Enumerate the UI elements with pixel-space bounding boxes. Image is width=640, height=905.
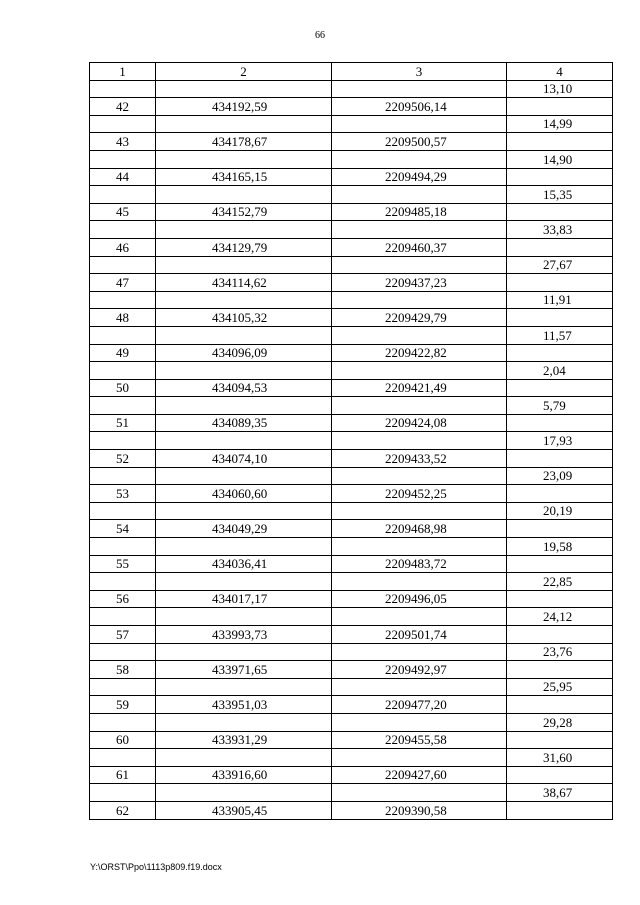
empty-cell [332, 115, 507, 133]
distance-row [90, 326, 613, 344]
x-coordinate-cell: 434074,10 [156, 450, 332, 468]
empty-cell [90, 502, 156, 520]
x-coordinate-cell: 434129,79 [156, 238, 332, 256]
empty-cell [90, 713, 156, 731]
distance-cell: 14,99 [507, 115, 613, 133]
distance-cell: 27,67 [507, 256, 613, 274]
distance-row [90, 150, 613, 168]
distance-cell: 14,90 [507, 150, 613, 168]
empty-cell [332, 186, 507, 204]
empty-cell [507, 661, 613, 679]
table-row [90, 238, 613, 256]
empty-cell [332, 678, 507, 696]
y-coordinate-cell: 2209421,49 [332, 379, 507, 397]
y-coordinate-cell: 2209424,08 [332, 414, 507, 432]
x-coordinate-cell: 434017,17 [156, 590, 332, 608]
point-number-cell: 57 [90, 626, 156, 644]
x-coordinate-cell: 434089,35 [156, 414, 332, 432]
point-number-cell: 55 [90, 555, 156, 573]
empty-cell [332, 643, 507, 661]
point-number-cell: 61 [90, 766, 156, 784]
x-coordinate-cell: 434096,09 [156, 344, 332, 362]
empty-cell [90, 643, 156, 661]
point-number-cell: 59 [90, 696, 156, 714]
empty-cell [507, 626, 613, 644]
x-coordinate-cell: 434152,79 [156, 203, 332, 221]
point-number-cell: 52 [90, 450, 156, 468]
empty-cell [507, 485, 613, 503]
y-coordinate-cell: 2209437,23 [332, 274, 507, 292]
y-coordinate-cell: 2209429,79 [332, 309, 507, 327]
empty-cell [156, 713, 332, 731]
y-coordinate-cell: 2209477,20 [332, 696, 507, 714]
x-coordinate-cell: 434114,62 [156, 274, 332, 292]
point-number-cell: 45 [90, 203, 156, 221]
y-coordinate-cell: 2209452,25 [332, 485, 507, 503]
empty-cell [332, 291, 507, 309]
empty-cell [156, 502, 332, 520]
distance-cell: 29,28 [507, 713, 613, 731]
distance-cell: 25,95 [507, 678, 613, 696]
distance-cell: 33,83 [507, 221, 613, 239]
y-coordinate-cell: 2209455,58 [332, 731, 507, 749]
column-header-4: 4 [507, 63, 613, 81]
point-number-cell: 47 [90, 274, 156, 292]
distance-row [90, 362, 613, 380]
empty-cell [90, 115, 156, 133]
y-coordinate-cell: 2209483,72 [332, 555, 507, 573]
empty-cell [90, 150, 156, 168]
column-header-1: 1 [90, 63, 156, 81]
x-coordinate-cell: 433931,29 [156, 731, 332, 749]
distance-row [90, 432, 613, 450]
distance-cell: 31,60 [507, 749, 613, 767]
distance-row [90, 538, 613, 556]
empty-cell [332, 221, 507, 239]
empty-cell [507, 274, 613, 292]
y-coordinate-cell: 2209427,60 [332, 766, 507, 784]
empty-cell [507, 203, 613, 221]
table-row [90, 414, 613, 432]
distance-row [90, 643, 613, 661]
empty-cell [156, 221, 332, 239]
empty-cell [156, 186, 332, 204]
y-coordinate-cell: 2209492,97 [332, 661, 507, 679]
empty-cell [90, 784, 156, 802]
column-header-3: 3 [332, 63, 507, 81]
table-row [90, 133, 613, 151]
empty-cell [156, 538, 332, 556]
table-row [90, 520, 613, 538]
empty-cell [507, 590, 613, 608]
empty-cell [332, 467, 507, 485]
point-number-cell: 42 [90, 98, 156, 116]
empty-cell [332, 784, 507, 802]
table-row [90, 168, 613, 186]
empty-cell [90, 291, 156, 309]
empty-cell [332, 326, 507, 344]
distance-row [90, 573, 613, 591]
empty-cell [156, 256, 332, 274]
distance-row [90, 80, 613, 98]
table-row [90, 379, 613, 397]
empty-cell [156, 643, 332, 661]
empty-cell [90, 186, 156, 204]
empty-cell [90, 432, 156, 450]
distance-row [90, 678, 613, 696]
distance-row [90, 221, 613, 239]
distance-row [90, 186, 613, 204]
empty-cell [90, 573, 156, 591]
empty-cell [90, 397, 156, 415]
empty-cell [156, 749, 332, 767]
x-coordinate-cell: 434192,59 [156, 98, 332, 116]
point-number-cell: 48 [90, 309, 156, 327]
empty-cell [90, 326, 156, 344]
table-row [90, 309, 613, 327]
point-number-cell: 54 [90, 520, 156, 538]
empty-cell [507, 379, 613, 397]
distance-cell: 38,67 [507, 784, 613, 802]
empty-cell [332, 749, 507, 767]
empty-cell [332, 150, 507, 168]
distance-cell: 2,04 [507, 362, 613, 380]
empty-cell [156, 362, 332, 380]
empty-cell [156, 397, 332, 415]
table-row [90, 590, 613, 608]
distance-cell: 24,12 [507, 608, 613, 626]
empty-cell [90, 362, 156, 380]
table-row [90, 801, 613, 819]
distance-cell: 20,19 [507, 502, 613, 520]
empty-cell [156, 291, 332, 309]
empty-cell [156, 80, 332, 98]
distance-row [90, 784, 613, 802]
empty-cell [156, 115, 332, 133]
empty-cell [332, 397, 507, 415]
empty-cell [507, 731, 613, 749]
x-coordinate-cell: 434060,60 [156, 485, 332, 503]
page-number: 66 [315, 30, 325, 41]
empty-cell [507, 238, 613, 256]
table-row [90, 485, 613, 503]
empty-cell [507, 168, 613, 186]
empty-cell [507, 801, 613, 819]
x-coordinate-cell: 433951,03 [156, 696, 332, 714]
y-coordinate-cell: 2209494,29 [332, 168, 507, 186]
point-number-cell: 44 [90, 168, 156, 186]
distance-row [90, 397, 613, 415]
distance-cell: 23,76 [507, 643, 613, 661]
empty-cell [156, 150, 332, 168]
point-number-cell: 46 [90, 238, 156, 256]
empty-cell [507, 450, 613, 468]
empty-cell [156, 678, 332, 696]
empty-cell [507, 766, 613, 784]
distance-cell: 19,58 [507, 538, 613, 556]
empty-cell [507, 414, 613, 432]
distance-row [90, 115, 613, 133]
empty-cell [156, 608, 332, 626]
y-coordinate-cell: 2209501,74 [332, 626, 507, 644]
distance-cell: 22,85 [507, 573, 613, 591]
table-row [90, 98, 613, 116]
table-row [90, 626, 613, 644]
distance-row [90, 502, 613, 520]
empty-cell [90, 608, 156, 626]
y-coordinate-cell: 2209468,98 [332, 520, 507, 538]
empty-cell [90, 80, 156, 98]
x-coordinate-cell: 434105,32 [156, 309, 332, 327]
empty-cell [90, 749, 156, 767]
empty-cell [90, 256, 156, 274]
empty-cell [156, 784, 332, 802]
empty-cell [332, 256, 507, 274]
point-number-cell: 43 [90, 133, 156, 151]
y-coordinate-cell: 2209506,14 [332, 98, 507, 116]
point-number-cell: 56 [90, 590, 156, 608]
empty-cell [156, 467, 332, 485]
distance-cell: 13,10 [507, 80, 613, 98]
point-number-cell: 50 [90, 379, 156, 397]
x-coordinate-cell: 433993,73 [156, 626, 332, 644]
x-coordinate-cell: 434094,53 [156, 379, 332, 397]
distance-cell: 11,91 [507, 291, 613, 309]
y-coordinate-cell: 2209460,37 [332, 238, 507, 256]
empty-cell [90, 538, 156, 556]
x-coordinate-cell: 434049,29 [156, 520, 332, 538]
y-coordinate-cell: 2209500,57 [332, 133, 507, 151]
distance-cell: 17,93 [507, 432, 613, 450]
distance-row [90, 291, 613, 309]
point-number-cell: 58 [90, 661, 156, 679]
empty-cell [507, 309, 613, 327]
empty-cell [332, 80, 507, 98]
empty-cell [332, 608, 507, 626]
empty-cell [507, 520, 613, 538]
table-header-row [90, 63, 613, 81]
empty-cell [507, 344, 613, 362]
point-number-cell: 51 [90, 414, 156, 432]
empty-cell [507, 98, 613, 116]
point-number-cell: 53 [90, 485, 156, 503]
empty-cell [90, 678, 156, 696]
column-header-2: 2 [156, 63, 332, 81]
distance-cell: 11,57 [507, 326, 613, 344]
distance-row [90, 749, 613, 767]
table-row [90, 731, 613, 749]
table-row [90, 274, 613, 292]
empty-cell [332, 713, 507, 731]
table-row [90, 766, 613, 784]
distance-cell: 23,09 [507, 467, 613, 485]
empty-cell [507, 696, 613, 714]
coordinates-table-body [90, 63, 613, 820]
point-number-cell: 62 [90, 801, 156, 819]
y-coordinate-cell: 2209485,18 [332, 203, 507, 221]
point-number-cell: 60 [90, 731, 156, 749]
empty-cell [90, 221, 156, 239]
x-coordinate-cell: 433971,65 [156, 661, 332, 679]
empty-cell [332, 538, 507, 556]
table-row [90, 203, 613, 221]
empty-cell [156, 573, 332, 591]
distance-row [90, 467, 613, 485]
empty-cell [156, 432, 332, 450]
empty-cell [332, 502, 507, 520]
distance-row [90, 256, 613, 274]
table-row [90, 450, 613, 468]
x-coordinate-cell: 434165,15 [156, 168, 332, 186]
x-coordinate-cell: 433916,60 [156, 766, 332, 784]
table-row [90, 661, 613, 679]
y-coordinate-cell: 2209390,58 [332, 801, 507, 819]
x-coordinate-cell: 434036,41 [156, 555, 332, 573]
empty-cell [507, 133, 613, 151]
table-row [90, 344, 613, 362]
point-number-cell: 49 [90, 344, 156, 362]
table-row [90, 696, 613, 714]
coordinates-table [89, 62, 613, 820]
empty-cell [332, 573, 507, 591]
y-coordinate-cell: 2209433,52 [332, 450, 507, 468]
distance-row [90, 713, 613, 731]
empty-cell [332, 432, 507, 450]
empty-cell [90, 467, 156, 485]
distance-cell: 15,35 [507, 186, 613, 204]
empty-cell [507, 555, 613, 573]
table-row [90, 555, 613, 573]
footer-file-path: Y:\ORST\Ppo\1113p809.f19.docx [90, 862, 222, 872]
distance-row [90, 608, 613, 626]
empty-cell [156, 326, 332, 344]
y-coordinate-cell: 2209496,05 [332, 590, 507, 608]
x-coordinate-cell: 433905,45 [156, 801, 332, 819]
y-coordinate-cell: 2209422,82 [332, 344, 507, 362]
x-coordinate-cell: 434178,67 [156, 133, 332, 151]
distance-cell: 5,79 [507, 397, 613, 415]
empty-cell [332, 362, 507, 380]
